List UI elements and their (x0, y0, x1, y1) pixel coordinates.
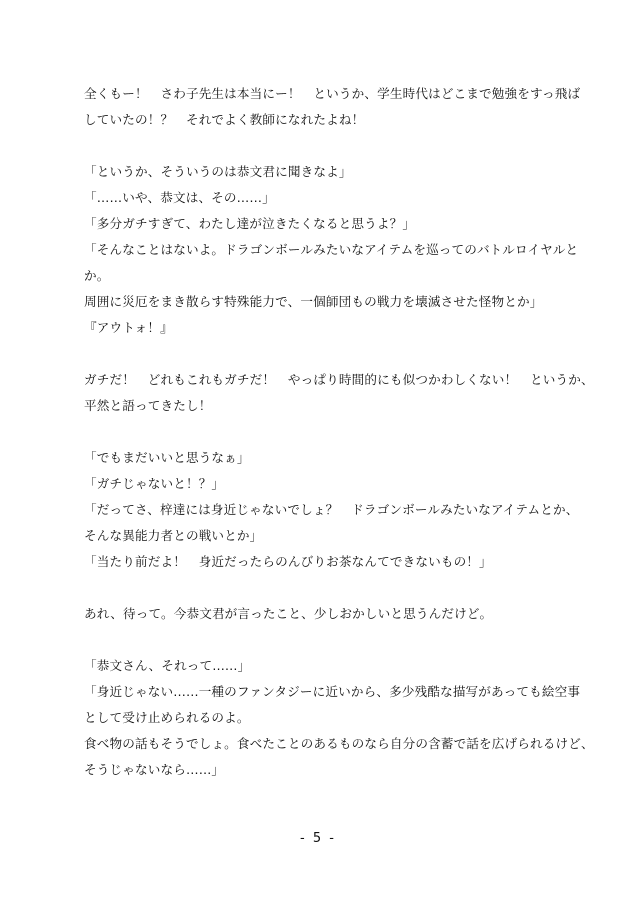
text-line: 「身近じゃない……一種のファンタジーに近いから、多少残酷な描写があっても絵空事 (84, 684, 581, 699)
paragraph (84, 601, 564, 627)
text-line: 「当たり前だよ！ 身近だったらのんびりお茶なんてできないもの！」 (84, 554, 492, 569)
text-line: そうじゃないなら……」 (84, 762, 225, 777)
text-line: として受け止められるのよ。 (84, 710, 250, 725)
paragraph (84, 367, 594, 419)
text-line: 「でもまだいいと思うなぁ」 (84, 450, 250, 465)
paragraph (84, 445, 579, 575)
text-line: 周囲に災厄をまき散らす特殊能力で、一個師団もの戦力を壊滅させた怪物とか」 (84, 294, 543, 309)
text-line: か。 (84, 268, 110, 283)
paragraph-gap (84, 575, 564, 601)
text-line: 食べ物の話もそうでしょ。食べたことのあるものなら自分の含蓄で話を広げられるけど、 (84, 736, 594, 751)
paragraph-gap (84, 627, 564, 653)
text-line: 「……いや、恭文は、その……」 (84, 190, 275, 205)
paragraph (84, 159, 579, 341)
text-line: ガチだ！ どれもこれもガチだ！ やっぱり時間的にも似つかわしくない！ というか、 (84, 372, 594, 387)
paragraph-gap (84, 419, 564, 445)
text-line: 「多分ガチすぎて、わたし達が泣きたくなると思うよ？」 (84, 216, 416, 231)
paragraph (84, 81, 581, 133)
paragraph-gap (84, 341, 564, 367)
text-line: あれ、待って。今恭文君が言ったこと、少しおかしいと思うんだけど。 (84, 606, 493, 621)
paragraph-gap (84, 133, 564, 159)
text-line: 「だってさ、梓達には身近じゃないでしょ？ ドラゴンボールみたいなアイテムとか、 (84, 502, 579, 517)
text-line: そんな異能力者との戦いとか」 (84, 528, 263, 543)
page-number: - 5 - (300, 831, 336, 846)
paragraph (84, 653, 594, 783)
text-line: 「恭文さん、それって……」 (84, 658, 251, 673)
body-text (84, 81, 594, 783)
text-line: 全くもー！ さわ子先生は本当にー！ というか、学生時代はどこまで勉強をすっ飛ば (84, 86, 581, 101)
text-line: 『アウトォ！』 (84, 320, 173, 335)
text-line: 「というか、そういうのは恭文君に聞きなよ」 (84, 164, 352, 179)
text-line: 「ガチじゃないと！？」 (84, 476, 225, 491)
text-line: していたの！？ それでよく教師になれたよね！ (84, 112, 365, 127)
text-line: 平然と語ってきたし！ (84, 398, 212, 413)
text-line: 「そんなことはないよ。ドラゴンボールみたいなアイテムを巡ってのバトルロイヤルと (84, 242, 579, 257)
